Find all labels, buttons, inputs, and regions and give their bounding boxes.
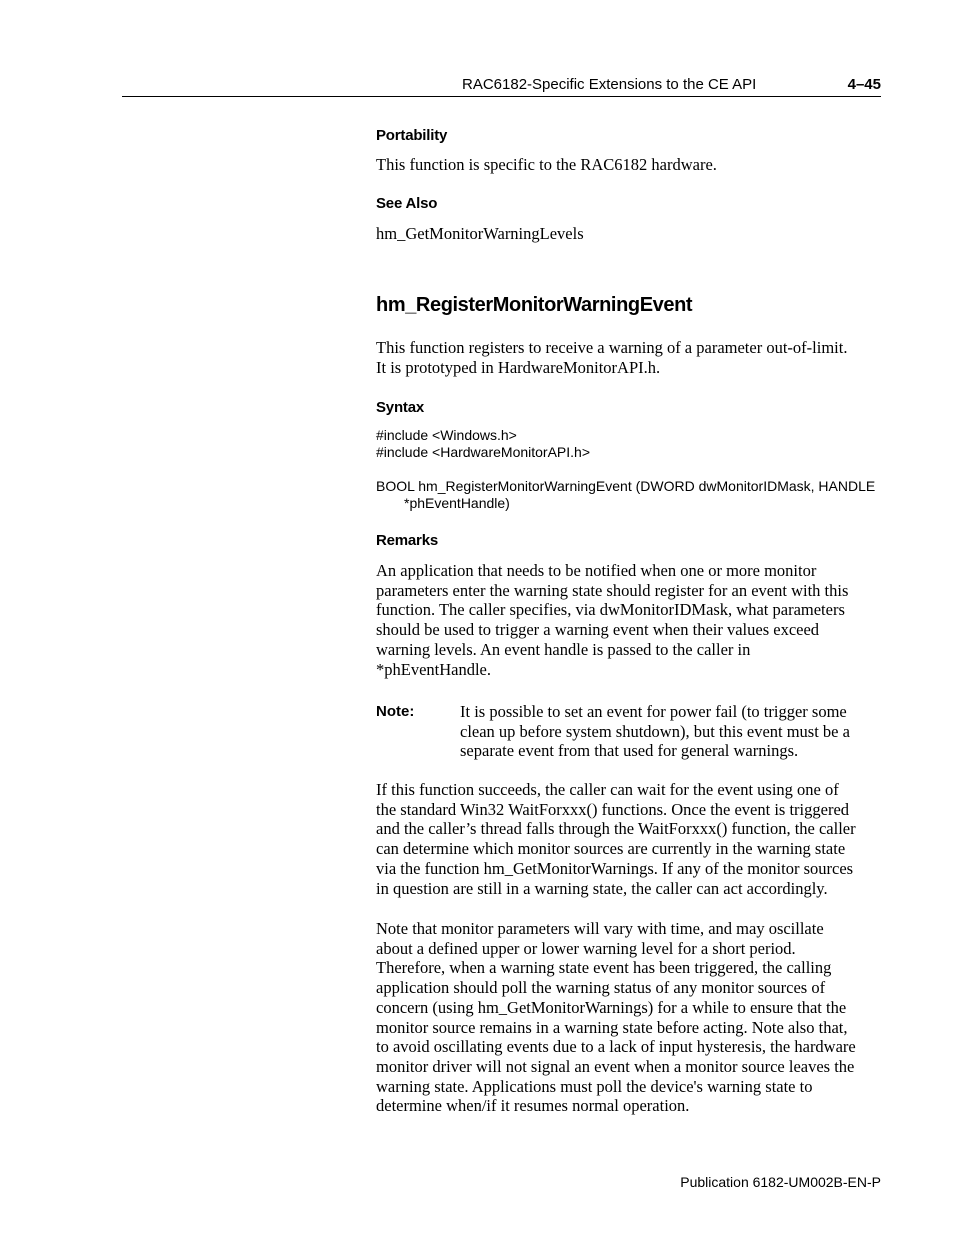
see-also-text: hm_GetMonitorWarningLevels (376, 224, 584, 243)
paragraph-line: in question are still in a warning state, the caller can act accordingly. (376, 878, 828, 898)
header-title: RAC6182-Specific Extensions to the CE API (462, 76, 757, 93)
paragraph-line: Therefore, when a warning state event has been triggered, the calling (376, 958, 832, 978)
include-line: #include <HardwareMonitorAPI.h> (376, 443, 591, 460)
paragraph-line: parameters enter the warning state should register for an event with this (376, 580, 849, 600)
note-line: It is possible to set an event for power fail (to trigger some (460, 702, 847, 721)
paragraph-line: the standard Win32 WaitForxxx() functions. Once the event is triggered (376, 799, 850, 819)
syntax-prototype (376, 478, 881, 511)
page-number: 4–45 (847, 76, 881, 93)
portability-text: This function is specific to the RAC6182 hardware. (376, 155, 717, 174)
remarks-heading: Remarks (376, 532, 438, 549)
note-label: Note: (376, 703, 415, 720)
include-line: #include <Windows.h> (376, 427, 517, 443)
note-line: separate event from that used for general warnings. (460, 741, 799, 761)
paragraph-line: Note that monitor parameters will vary with time, and may oscillate (376, 919, 824, 938)
paragraph-line: *phEventHandle. (376, 659, 492, 679)
note-text (460, 702, 880, 761)
paragraph-line: via the function hm_GetMonitorWarnings. If any of the monitor sources (376, 858, 854, 878)
paragraph-line: application should poll the warning status of any monitor sources of (376, 978, 826, 998)
see-also-heading: See Also (376, 195, 438, 212)
note-line: clean up before system shutdown), but this event must be a (460, 721, 850, 741)
paragraph-line: monitor source remains in a warning state before acting. Note also that, (376, 1017, 848, 1037)
syntax-heading: Syntax (376, 399, 424, 416)
paragraph-line: determine when/if it resumes normal operation. (376, 1096, 690, 1116)
paragraph-line: should be used to trigger a warning event when their values exceed (376, 620, 820, 640)
paragraph-line: If this function succeeds, the caller can wait for the event using one of (376, 780, 839, 799)
remarks-paragraph-2 (376, 780, 881, 898)
paragraph-line: can determine which monitor sources are currently in the warning state (376, 839, 846, 859)
paragraph-line: monitor driver will not signal an event when a monitor source leaves the (376, 1056, 855, 1076)
intro-line: It is prototyped in HardwareMonitorAPI.h. (376, 357, 661, 377)
paragraph-line: function. The caller specifies, via dwMonitorIDMask, what parameters (376, 600, 845, 620)
prototype-line: BOOL hm_RegisterMonitorWarningEvent (DWORD dwMonitorIDMask, HANDLE (376, 478, 876, 494)
prototype-line: *phEventHandle) (404, 494, 510, 511)
function-intro (376, 338, 881, 377)
remarks-paragraph-1 (376, 561, 881, 679)
syntax-includes (376, 427, 881, 460)
paragraph-line: to avoid oscillating events due to a lack of input hysteresis, the hardware (376, 1037, 856, 1057)
paragraph-line: warning state. Applications must poll the device's warning state to (376, 1076, 813, 1096)
publication-footer: Publication 6182-UM002B-EN-P (680, 1174, 881, 1190)
portability-heading: Portability (376, 127, 448, 144)
paragraph-line: about a defined upper or lower warning level for a short period. (376, 938, 796, 958)
paragraph-line: and the caller’s thread falls through the WaitForxxx() function, the caller (376, 819, 856, 839)
page-header (122, 76, 881, 97)
remarks-paragraph-3 (376, 919, 881, 1116)
intro-line: This function registers to receive a warning of a parameter out-of-limit. (376, 338, 848, 357)
paragraph-line: warning levels. An event handle is passed to the caller in (376, 639, 751, 659)
paragraph-line: An application that needs to be notified when one or more monitor (376, 561, 817, 580)
function-title: hm_RegisterMonitorWarningEvent (376, 294, 693, 316)
paragraph-line: concern (using hm_GetMonitorWarnings) for a while to ensure that the (376, 997, 847, 1017)
